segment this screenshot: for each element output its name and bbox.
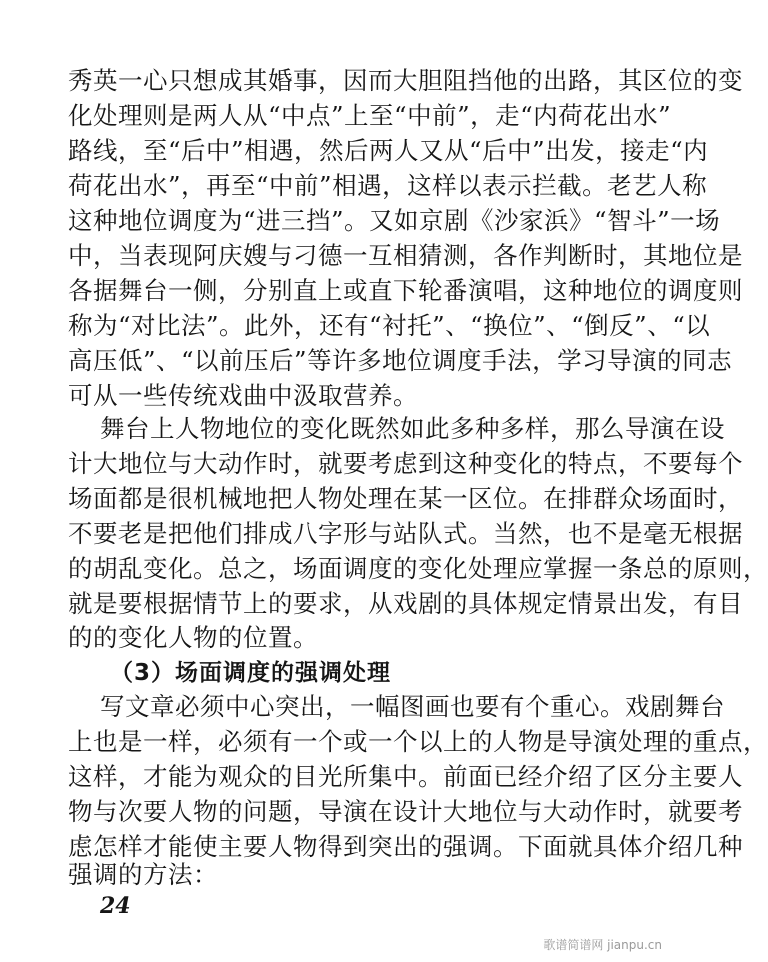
paragraph-3-line: 物与次要人物的问题，导演在设计大地位与大动作时，就要考 [68,797,743,826]
paragraph-3-line: 上也是一样，必须有一个或一个以上的人物是导演处理的重点， [68,727,768,756]
paragraph-1-line: 路线，至“后中”相遇，然后两人又从“后中”出发，接走“内 [68,136,709,165]
paragraph-1-line: 这种地位调度为“进三挡”。又如京剧《沙家浜》“智斗”一场 [68,206,721,235]
paragraph-3-line: 写文章必须中心突出，一幅图画也要有个重心。戏剧舞台 [100,692,725,721]
paragraph-3-line: 虑怎样才能使主要人物得到突出的强调。下面就具体介绍几种 [68,832,743,861]
paragraph-1-line: 秀英一心只想成其婚事，因而大胆阻挡他的出路，其区位的变 [68,66,743,95]
watermark: 歌谱简谱网 jianpu.cn [543,938,662,952]
paragraph-1-line: 高压低”、“以前压后”等许多地位调度手法，学习导演的同志 [68,346,733,375]
paragraph-1-line: 称为“对比法”。此外，还有“衬托”、“换位”、“倒反”、“以 [68,311,711,340]
paragraph-1-line: 各据舞台一侧，分别直上或直下轮番演唱，这种地位的调度则 [68,276,743,305]
paragraph-2-line: 场面都是很机械地把人物处理在某一区位。在排群众场面时， [68,484,743,513]
paragraph-1-line: 荷花出水”，再至“中前”相遇，这样以表示拦截。老艺人称 [68,171,708,200]
paragraph-2-line: 就是要根据情节上的要求，从戏剧的具体规定情景出发，有目 [68,589,743,618]
paragraph-1-line: 化处理则是两人从“中点”上至“中前”，走“内荷花出水” [68,101,672,130]
paragraph-2-line: 的的变化人物的位置。 [68,623,318,652]
paragraph-2-line: 的胡乱变化。总之，场面调度的变化处理应掌握一条总的原则， [68,554,768,583]
paragraph-3-line: 强调的方法： [68,860,218,889]
section-heading: （3）场面调度的强调处理 [110,660,392,686]
paragraph-1-line: 中，当表现阿庆嫂与刁德一互相猜测，各作判断时，其地位是 [68,241,743,270]
paragraph-2-line: 舞台上人物地位的变化既然如此多种多样，那么导演在设 [100,414,725,443]
paragraph-2-line: 计大地位与大动作时，就要考虑到这种变化的特点，不要每个 [68,449,743,478]
paragraph-3-line: 这样，才能为观众的目光所集中。前面已经介绍了区分主要人 [68,762,743,791]
page-number: 24 [100,893,131,919]
paragraph-1-line: 可从一些传统戏曲中汲取营养。 [68,381,418,410]
paragraph-2-line: 不要老是把他们排成八字形与站队式。当然，也不是毫无根据 [68,519,743,548]
